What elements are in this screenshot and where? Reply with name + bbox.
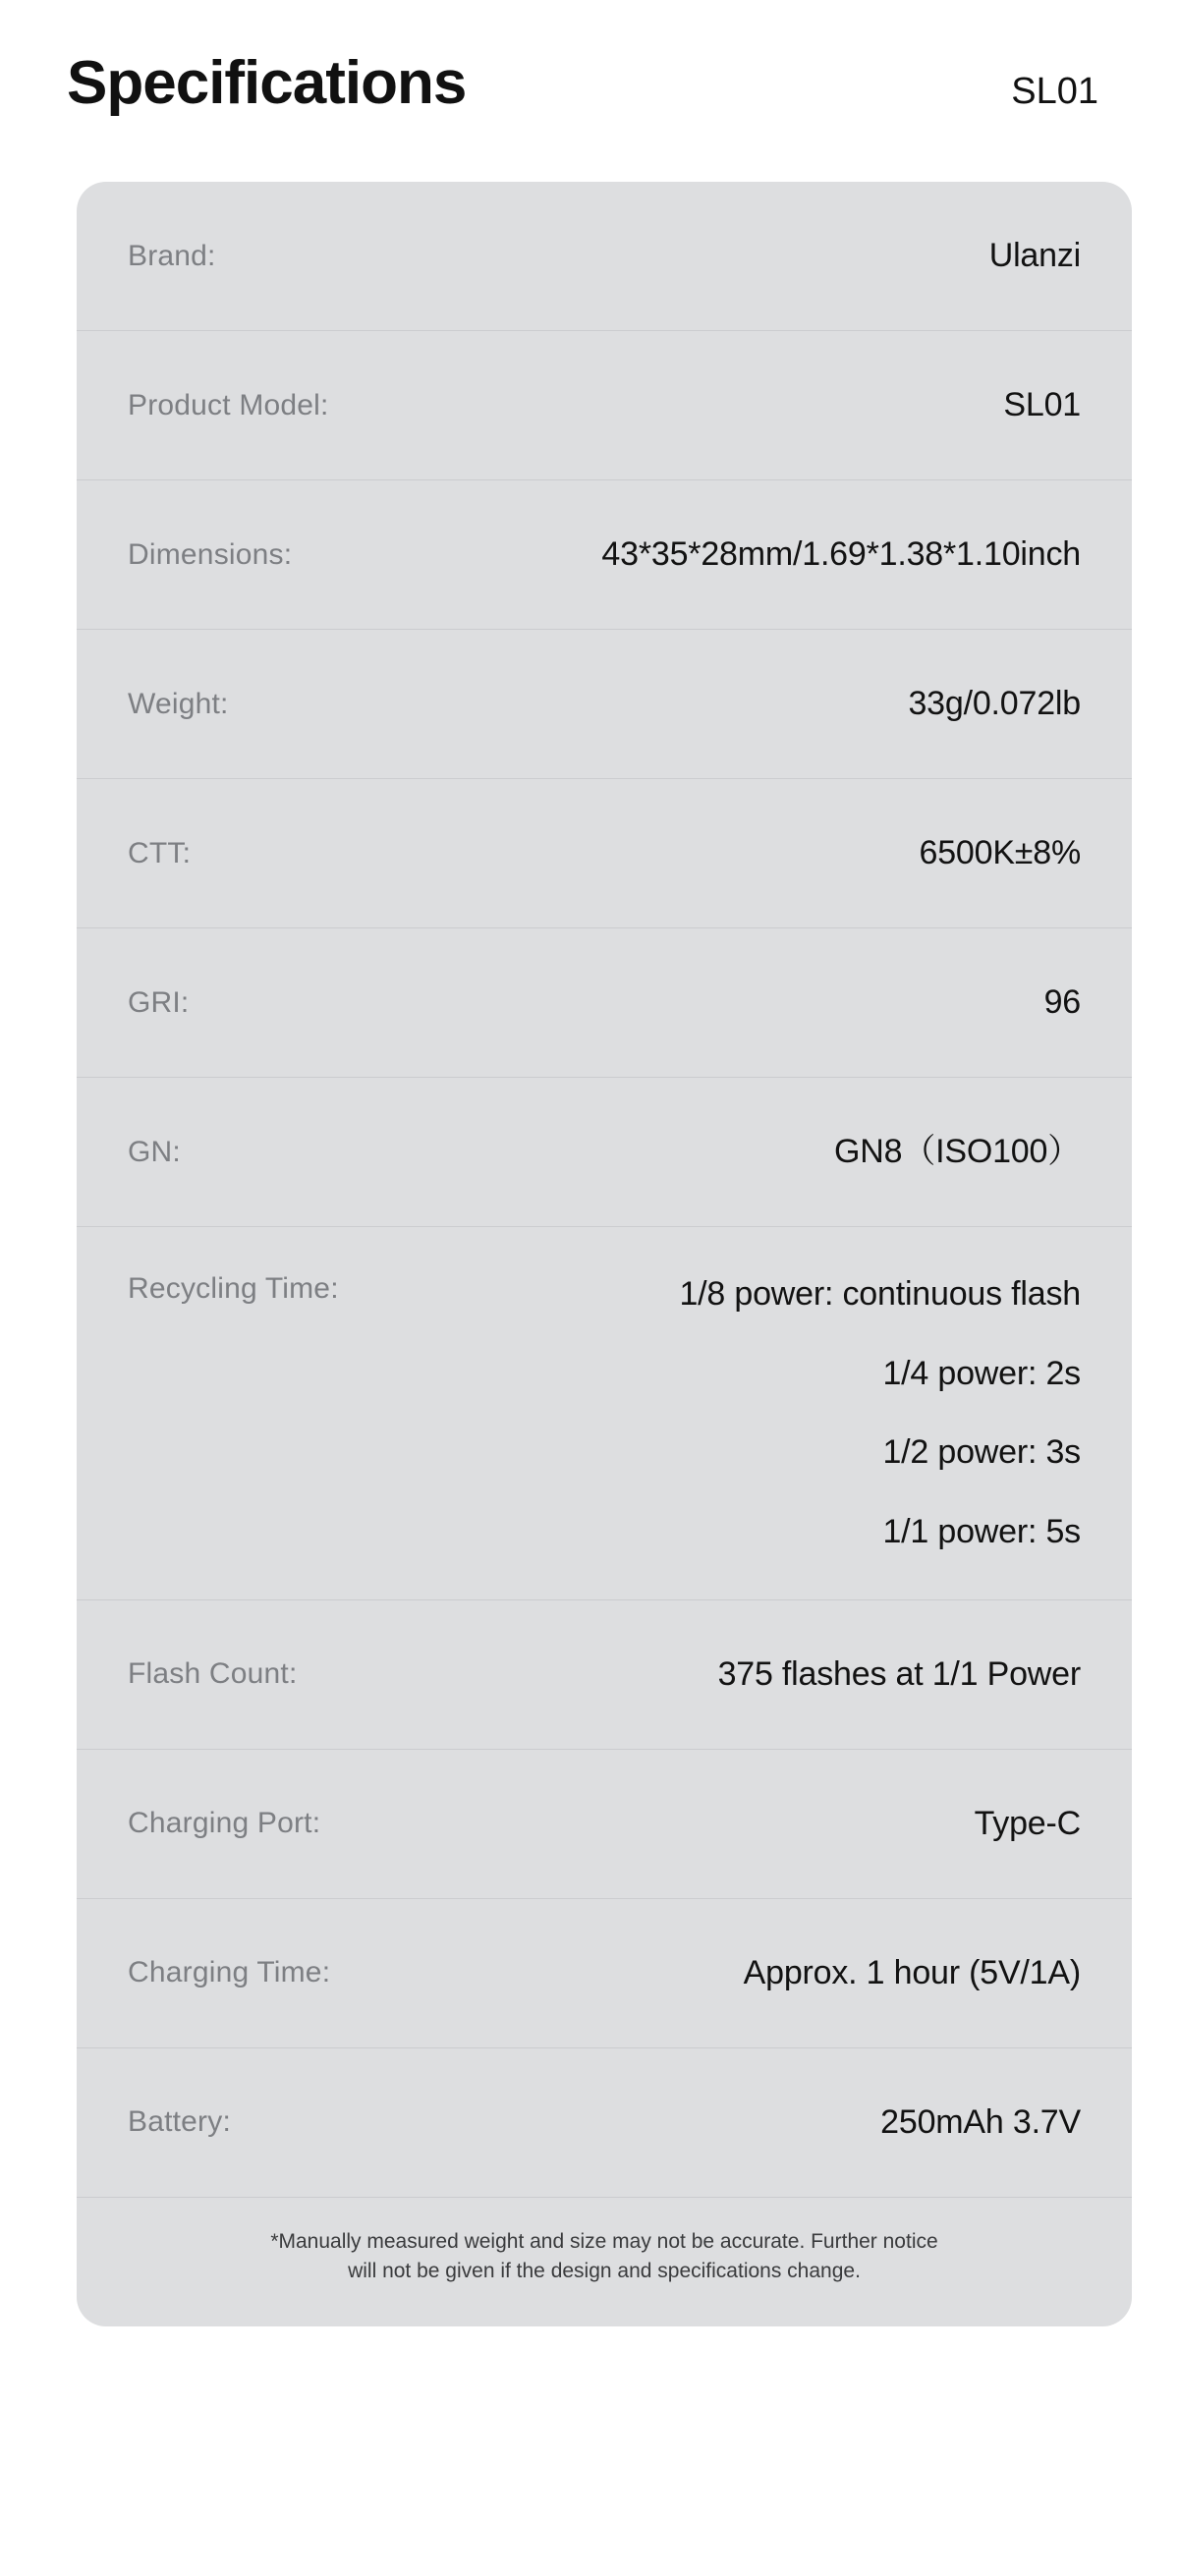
spec-value-line: 1/2 power: 3s [882, 1433, 1081, 1472]
table-row [77, 1227, 1132, 1600]
spec-label: Flash Count: [128, 1657, 298, 1691]
table-row [77, 1899, 1132, 2048]
page-header [0, 0, 1179, 115]
footnote-line-2: will not be given if the design and specifications change. [348, 2260, 861, 2283]
table-row [77, 1750, 1132, 1899]
spec-value: 43*35*28mm/1.69*1.38*1.10inch [601, 535, 1081, 574]
specifications-table [77, 182, 1132, 2326]
spec-value: Type-C [974, 1805, 1081, 1842]
spec-value-line: 1/8 power: continuous flash [679, 1275, 1081, 1314]
table-row [77, 182, 1132, 331]
spec-label: GN: [128, 1135, 181, 1168]
spec-label: Dimensions: [128, 537, 293, 571]
spec-value: Approx. 1 hour (5V/1A) [743, 1954, 1081, 1991]
spec-value-line: 1/4 power: 2s [882, 1354, 1081, 1392]
footnote [77, 2198, 1132, 2326]
table-row [77, 630, 1132, 779]
spec-value: 33g/0.072lb [908, 685, 1081, 723]
spec-value [452, 1268, 1081, 1558]
footnote-line-1: *Manually measured weight and size may not be accurate. Further notice [270, 2229, 938, 2253]
spec-value-line: 1/1 power: 5s [882, 1513, 1081, 1551]
table-row [77, 1600, 1132, 1750]
spec-label: Battery: [128, 2105, 231, 2139]
spec-label: Charging Time: [128, 1956, 331, 1989]
spec-label: Weight: [128, 687, 229, 720]
spec-value: 250mAh 3.7V [880, 2103, 1081, 2141]
product-model-badge: SL01 [1011, 71, 1098, 112]
spec-value: 375 flashes at 1/1 Power [717, 1655, 1081, 1693]
table-row [77, 2048, 1132, 2198]
spec-label: CTT: [128, 836, 192, 869]
table-row [77, 928, 1132, 1078]
spec-value: 96 [1043, 983, 1081, 1022]
table-row [77, 331, 1132, 480]
spec-label: Product Model: [128, 388, 329, 421]
spec-value: Ulanzi [988, 237, 1081, 275]
spec-value: SL01 [1003, 386, 1081, 424]
spec-label: GRI: [128, 985, 190, 1019]
spec-label: Recycling Time: [128, 1272, 339, 1306]
page-title: Specifications [67, 49, 467, 117]
spec-label: Brand: [128, 239, 216, 272]
spec-value: 6500K±8% [919, 834, 1081, 872]
spec-label: Charging Port: [128, 1807, 321, 1840]
table-row [77, 779, 1132, 928]
table-row [77, 480, 1132, 630]
table-row [77, 1078, 1132, 1227]
spec-value: GN8（ISO100） [833, 1133, 1081, 1171]
